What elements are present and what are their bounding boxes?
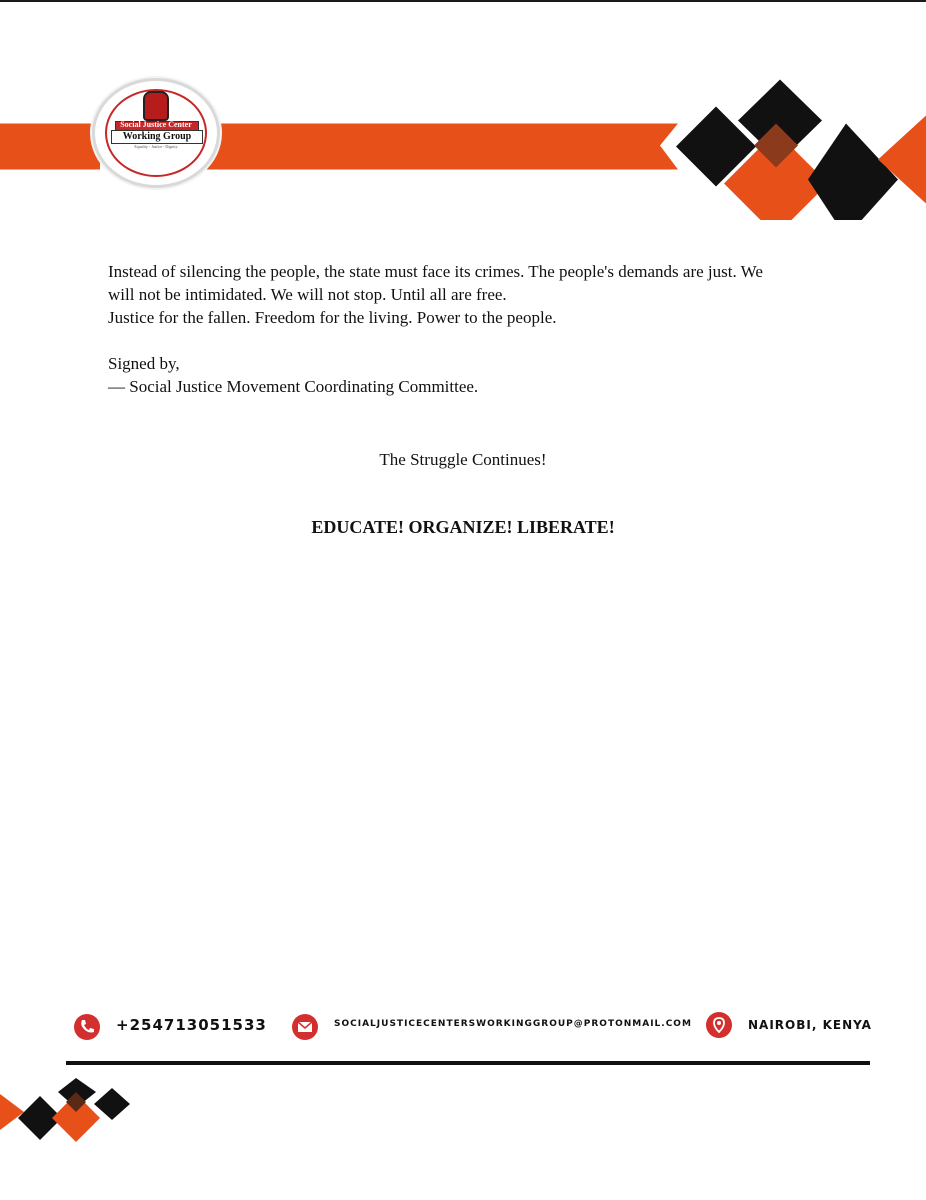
closing-line: The Struggle Continues! bbox=[379, 450, 547, 469]
organization-logo bbox=[92, 78, 220, 188]
phone-number[interactable]: +254713051533 bbox=[116, 1016, 267, 1034]
paragraph-line: will not be intimidated. We will not stop. Until all are free. bbox=[108, 285, 507, 304]
paragraph-line: Justice for the fallen. Freedom for the living. Power to the people. bbox=[108, 308, 557, 327]
logo-title: Social Justice Center bbox=[120, 120, 192, 129]
footer-contacts bbox=[70, 1012, 870, 1040]
top-border bbox=[0, 0, 926, 2]
slogan: EDUCATE! ORGANIZE! LIBERATE! bbox=[311, 517, 615, 537]
paragraph-line: Instead of silencing the people, the state must face its crimes. The people's demands are just. We bbox=[108, 262, 763, 281]
orange-stripe bbox=[205, 124, 678, 170]
envelope-icon bbox=[292, 1014, 318, 1040]
signed-by: Signed by, bbox=[108, 354, 180, 373]
orange-diamond-left bbox=[0, 1094, 24, 1130]
black-diamond-3 bbox=[808, 124, 898, 221]
footer-decoration bbox=[0, 1076, 140, 1146]
location: NAIROBI, KENYA bbox=[748, 1018, 872, 1032]
location-pin-icon bbox=[706, 1012, 732, 1038]
logo-tagline: Equality - Justice - Dignity bbox=[134, 144, 178, 149]
signatory: — Social Justice Movement Coordinating Committee. bbox=[108, 377, 479, 396]
orange-stripe-left bbox=[0, 124, 100, 170]
logo-subtitle: Working Group bbox=[111, 130, 203, 144]
raised-fist-icon bbox=[143, 91, 169, 121]
email-address[interactable]: SOCIALJUSTICECENTERSWORKINGGROUP@PROTONMAIL.COM bbox=[334, 1019, 692, 1029]
phone-icon bbox=[74, 1014, 100, 1040]
black-diamond-c bbox=[94, 1088, 130, 1120]
footer-divider bbox=[66, 1061, 870, 1065]
letter-body bbox=[108, 260, 828, 398]
